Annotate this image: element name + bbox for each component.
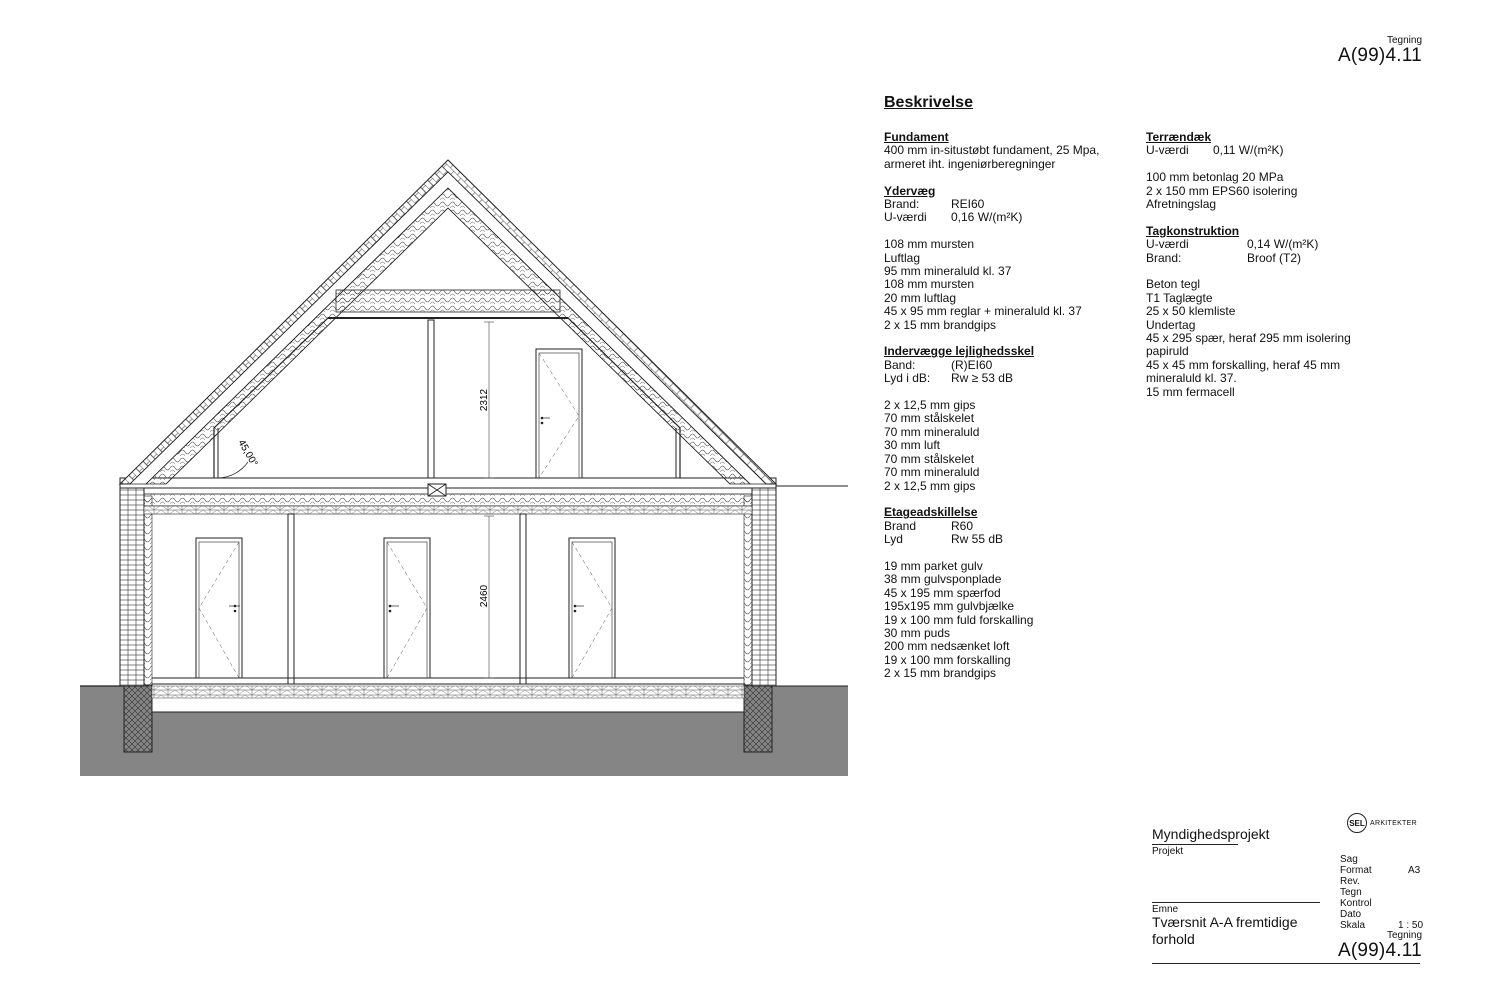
etage-line: 30 mm puds	[884, 625, 951, 640]
door-right	[569, 538, 615, 678]
ydervaeg-u-key: U-værdi	[884, 210, 927, 225]
indervaegge-line: 30 mm luft	[884, 438, 941, 453]
fundament-line: 400 mm in-situstøbt fundament, 25 Mpa,	[884, 143, 1100, 158]
etage-line: 45 x 195 mm spærfod	[884, 585, 1001, 600]
section-fundament	[884, 131, 1134, 171]
tag-line: 45 x 295 spær, heraf 295 mm isolering	[1146, 331, 1351, 346]
terraen-line: Afretningslag	[1146, 197, 1217, 212]
etage-line: 38 mm gulvsponplade	[884, 572, 1002, 587]
etage-line: 2 x 15 mm brandgips	[884, 666, 997, 681]
indervaegge-line: 70 mm mineraluld	[884, 424, 980, 439]
field-sag: Sag	[1340, 854, 1358, 865]
fundament-line: armeret iht. ingeniørberegninger	[884, 156, 1056, 171]
heading-fundament: Fundament	[884, 130, 949, 144]
subject-title	[1152, 914, 1298, 948]
sheet-label-bottom: Tegning	[1387, 930, 1423, 941]
tag-line: T1 Taglægte	[1146, 290, 1213, 305]
ydervaeg-line: 108 mm mursten	[884, 277, 975, 292]
tag-u-value: 0,14 W/(m²K)	[1247, 237, 1319, 252]
ground-floor-interior	[152, 514, 744, 684]
ydervaeg-line: 45 x 95 mm reglar + mineraluld kl. 37	[884, 304, 1082, 319]
indervaegge-line: 2 x 12,5 mm gips	[884, 398, 976, 413]
description-column-left	[884, 131, 1134, 681]
etage-line: 195x195 mm gulvbjælke	[884, 599, 1015, 614]
etage-line: 19 mm parket gulv	[884, 558, 983, 573]
indervaegge-band-key: Band:	[884, 357, 916, 372]
roof-angle: 45,00°	[235, 438, 260, 469]
ydervaeg-line: 108 mm mursten	[884, 237, 975, 252]
field-dato: Dato	[1340, 909, 1362, 920]
ydervaeg-line: Luftlag	[884, 250, 921, 265]
heading-etageadskillelse: Etageadskillelse	[884, 505, 978, 520]
field-tegn: Tegn	[1340, 887, 1362, 898]
heading-indervaegge: Indervægge lejlighedsskel	[884, 344, 1035, 359]
sheet-number-top: A(99)4.11	[1338, 45, 1422, 66]
field-format: Format	[1340, 865, 1372, 876]
subject-label: Emne	[1152, 904, 1179, 915]
tag-line: 15 mm fermacell	[1146, 384, 1235, 399]
logo-text: ARKITEKTER	[1370, 820, 1417, 827]
title-block-fields	[1340, 854, 1372, 931]
indervaegge-line: 70 mm mineraluld	[884, 465, 980, 480]
format-value: A3	[1408, 865, 1421, 876]
project-name: Myndighedsprojekt	[1152, 826, 1270, 842]
terraen-u-value: 0,11 W/(m²K)	[1213, 143, 1284, 158]
tag-line: Beton tegl	[1146, 277, 1201, 292]
etage-line: 19 x 100 mm forskalling	[884, 652, 1011, 667]
door-left	[196, 538, 242, 678]
project-label: Projekt	[1152, 846, 1184, 857]
etage-line: 19 x 100 mm fuld forskalling	[884, 612, 1034, 627]
section-tagkonstruktion	[1146, 225, 1406, 399]
terraen-u-key: U-værdi	[1146, 143, 1189, 158]
tag-line: 25 x 50 klemliste	[1146, 304, 1236, 319]
dim-lower: 2460	[479, 584, 490, 608]
field-kontrol: Kontrol	[1340, 898, 1372, 909]
heading-terraendaek: Terrændæk	[1146, 130, 1212, 144]
indervaegge-lyd-key: Lyd i dB:	[884, 371, 931, 386]
tag-line: mineraluld kl. 37.	[1146, 371, 1237, 386]
indervaegge-line: 70 mm stålskelet	[884, 411, 975, 426]
etage-lyd-value: Rw 55 dB	[951, 532, 1004, 547]
ydervaeg-u-value: 0,16 W/(m²K)	[951, 210, 1023, 225]
section-indervaegge	[884, 345, 1134, 492]
sheet-label-top: Tegning	[1387, 35, 1423, 46]
door-middle	[384, 538, 430, 678]
ydervaeg-line: 2 x 15 mm brandgips	[884, 317, 997, 332]
ydervaeg-line: 20 mm luftlag	[884, 290, 957, 305]
etage-brand-value: R60	[951, 518, 974, 533]
tag-line: Undertag	[1146, 317, 1196, 332]
indervaegge-line: 70 mm stålskelet	[884, 451, 975, 466]
subject-line-2: forhold	[1152, 931, 1195, 947]
indervaegge-band-value: (R)EI60	[951, 357, 993, 372]
field-rev: Rev.	[1340, 876, 1360, 887]
tag-brand-key: Brand:	[1146, 250, 1182, 265]
etage-brand-key: Brand	[884, 518, 917, 533]
etage-lyd-key: Lyd	[884, 532, 903, 547]
floor-slab	[120, 478, 776, 514]
dim-upper: 2312	[479, 388, 490, 412]
field-skala: Skala	[1340, 920, 1366, 931]
tag-line: papiruld	[1146, 344, 1189, 359]
section-etageadskillelse	[884, 506, 1134, 680]
ydervaeg-line: 95 mm mineraluld kl. 37	[884, 264, 1012, 279]
indervaegge-lyd-value: Rw ≥ 53 dB	[951, 371, 1013, 386]
tag-u-key: U-værdi	[1146, 237, 1189, 252]
heading-ydervaeg: Ydervæg	[884, 183, 936, 198]
terraen-line: 2 x 150 mm EPS60 isolering	[1146, 183, 1298, 198]
sheet-number-bottom: A(99)4.11	[1338, 940, 1422, 961]
indervaegge-line: 2 x 12,5 mm gips	[884, 478, 976, 493]
scale-value: 1 : 50	[1398, 920, 1424, 931]
description-column-right	[1146, 131, 1406, 399]
roof	[120, 160, 776, 484]
heading-tagkonstruktion: Tagkonstruktion	[1146, 223, 1240, 238]
etage-line: 200 mm nedsænket loft	[884, 639, 1010, 654]
section-ydervaeg	[884, 185, 1134, 332]
section-terraendaek	[1146, 131, 1406, 211]
ydervaeg-brand-key: Brand:	[884, 197, 920, 212]
logo-icon: SEL	[1347, 813, 1367, 833]
terraen-line: 100 mm betonlag 20 MPa	[1146, 170, 1284, 185]
description-title: Beskrivelse	[884, 94, 973, 111]
ydervaeg-brand-value: REI60	[951, 197, 985, 212]
subject-line-1: Tværsnit A-A fremtidige	[1152, 914, 1298, 930]
tag-brand-value: Broof (T2)	[1247, 250, 1302, 265]
tag-line: 45 x 45 mm forskalling, heraf 45 mm	[1146, 357, 1341, 372]
attic-door	[536, 349, 582, 478]
